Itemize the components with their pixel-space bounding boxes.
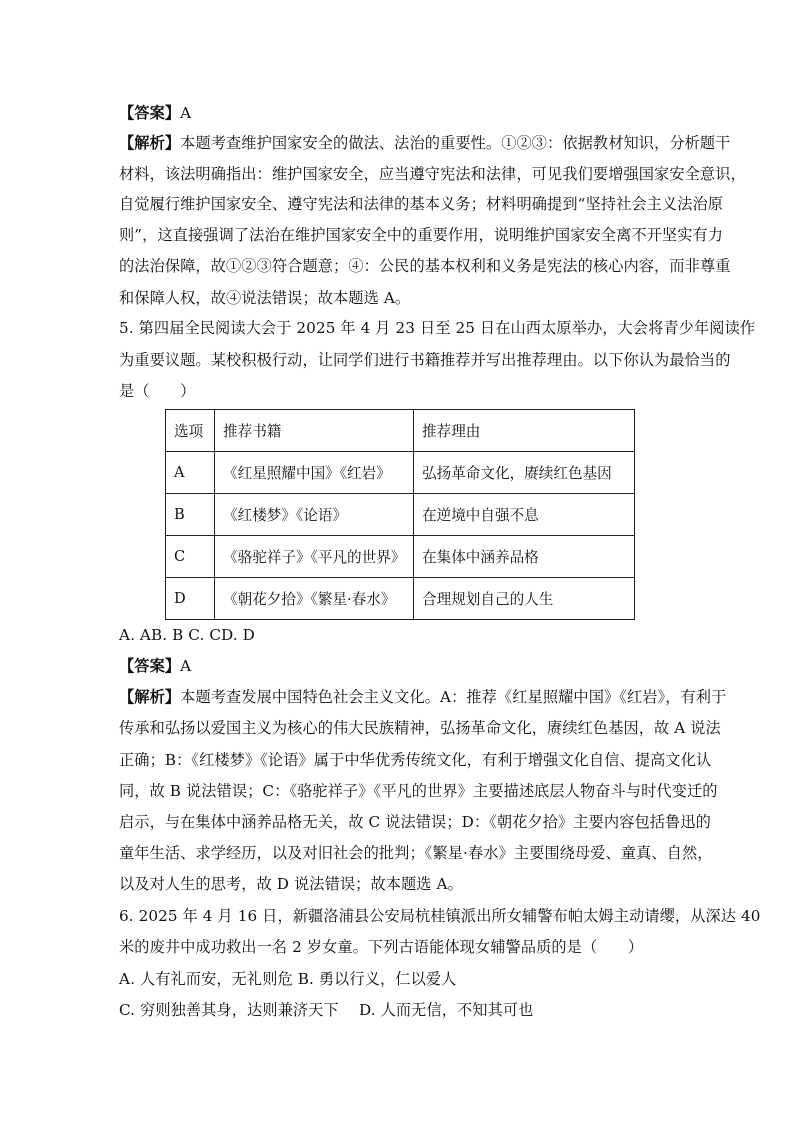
q5-analysis-line-6: 童年生活、求学经历，以及对旧社会的批判；《繁星·春水》主要围绕母爱、童真、自然， [119, 844, 713, 862]
header-reason: 推荐理由 [414, 410, 635, 452]
q5-stem-line-2: 为重要议题。某校积极行动，让同学们进行书籍推荐并写出推荐理由。以下你认为最恰当的 [119, 351, 731, 369]
q6-option-line-2: C. 穷则独善其身，达则兼济天下 D. 人而无信，不知其可也 [119, 1001, 534, 1019]
row-books: 《红星照耀中国》《红岩》 [215, 452, 414, 494]
table-header-row [166, 410, 635, 452]
answer-value: A [180, 104, 192, 122]
analysis-text: 本题考查维护国家安全的做法、法治的重要性。①②③：依据教材知识，分析题干 [180, 134, 731, 152]
q5-analysis-line-5: 启示，与在集体中涵养品格无关，故 C 说法错误；D：《朝花夕拾》主要内容包括鲁迅的 [119, 813, 711, 831]
book-recommendation-table [165, 409, 635, 620]
q4-answer [119, 103, 191, 123]
table-row [166, 452, 635, 494]
row-option: C [166, 536, 215, 578]
table-row [166, 578, 635, 620]
header-books: 推荐书籍 [215, 410, 414, 452]
row-option: D [166, 578, 215, 620]
analysis-tag: 【解析】 [119, 688, 181, 706]
q5-options: A. AB. B C. CD. D [119, 626, 255, 644]
q5-analysis-line-1 [119, 687, 726, 707]
row-books: 《红楼梦》《论语》 [215, 494, 414, 536]
q4-analysis-line-6: 和保障人权，故④说法错误；故本题选 A。 [119, 289, 411, 307]
answer-tag: 【答案】 [119, 657, 181, 675]
q4-analysis-line-5: 的法治保障，故①②③符合题意；④：公民的基本权利和义务是宪法的核心内容，而非尊重 [119, 257, 731, 275]
row-books: 《骆驼祥子》《平凡的世界》 [215, 536, 414, 578]
row-reason: 在逆境中自强不息 [414, 494, 635, 536]
q5-analysis-line-3: 正确；B：《红楼梦》《论语》属于中华优秀传统文化，有利于增强文化自信、提高文化认 [119, 751, 712, 769]
q5-stem-line-1: 5. 第四届全民阅读大会于 2025 年 4 月 23 日至 25 日在山西太原举办，大会将青少年阅读作 [119, 319, 756, 337]
q4-analysis-line-2: 材料，该法明确指出：维护国家安全，应当遵守宪法和法律，可见我们要增强国家安全意识， [119, 165, 746, 183]
q5-analysis-line-7: 以及对人生的思考，故 D 说法错误；故本题选 A。 [119, 875, 463, 893]
row-books: 《朝花夕拾》《繁星·春水》 [215, 578, 414, 620]
answer-value: A [180, 657, 192, 675]
q5-stem-line-3: 是（ ） [119, 382, 196, 400]
q6-stem-line-1: 6. 2025 年 4 月 16 日，新疆洛浦县公安局杭桂镇派出所女辅警布帕太姆主动请缨，从深达 40 [119, 907, 761, 925]
analysis-tag: 【解析】 [119, 134, 181, 152]
answer-tag: 【答案】 [119, 104, 181, 122]
row-option: A [166, 452, 215, 494]
row-reason: 合理规划自己的人生 [414, 578, 635, 620]
q6-option-line-1: A. 人有礼而安，无礼则危 B. 勇以行义，仁以爱人 [119, 970, 457, 988]
header-option: 选项 [166, 410, 215, 452]
q4-analysis-line-3: 自觉履行维护国家安全、遵守宪法和法律的基本义务；材料明确提到“坚持社会主义法治原 [119, 195, 724, 213]
q6-stem-line-2: 米的废井中成功救出一名 2 岁女童。下列古语能体现女辅警品质的是（ ） [119, 938, 644, 956]
analysis-text: 本题考查发展中国特色社会主义文化。A：推荐《红星照耀中国》《红岩》，有利于 [180, 688, 727, 706]
q5-analysis-line-4: 同，故 B 说法错误；C：《骆驼祥子》《平凡的世界》主要描述底层人物奋斗与时代变迁的 [119, 782, 718, 800]
q5-analysis-line-2: 传承和弘扬以爱国主义为核心的伟大民族精神，弘扬革命文化，赓续红色基因，故 A 说法 [119, 719, 721, 737]
row-option: B [166, 494, 215, 536]
row-reason: 在集体中涵养品格 [414, 536, 635, 578]
q4-analysis-line-4: 则”，这直接强调了法治在维护国家安全中的重要作用，说明维护国家安全离不开坚实有力 [119, 226, 724, 244]
q5-answer [119, 656, 191, 676]
table-row [166, 536, 635, 578]
row-reason: 弘扬革命文化，赓续红色基因 [414, 452, 635, 494]
q4-analysis-line-1 [119, 133, 731, 153]
table-row [166, 494, 635, 536]
